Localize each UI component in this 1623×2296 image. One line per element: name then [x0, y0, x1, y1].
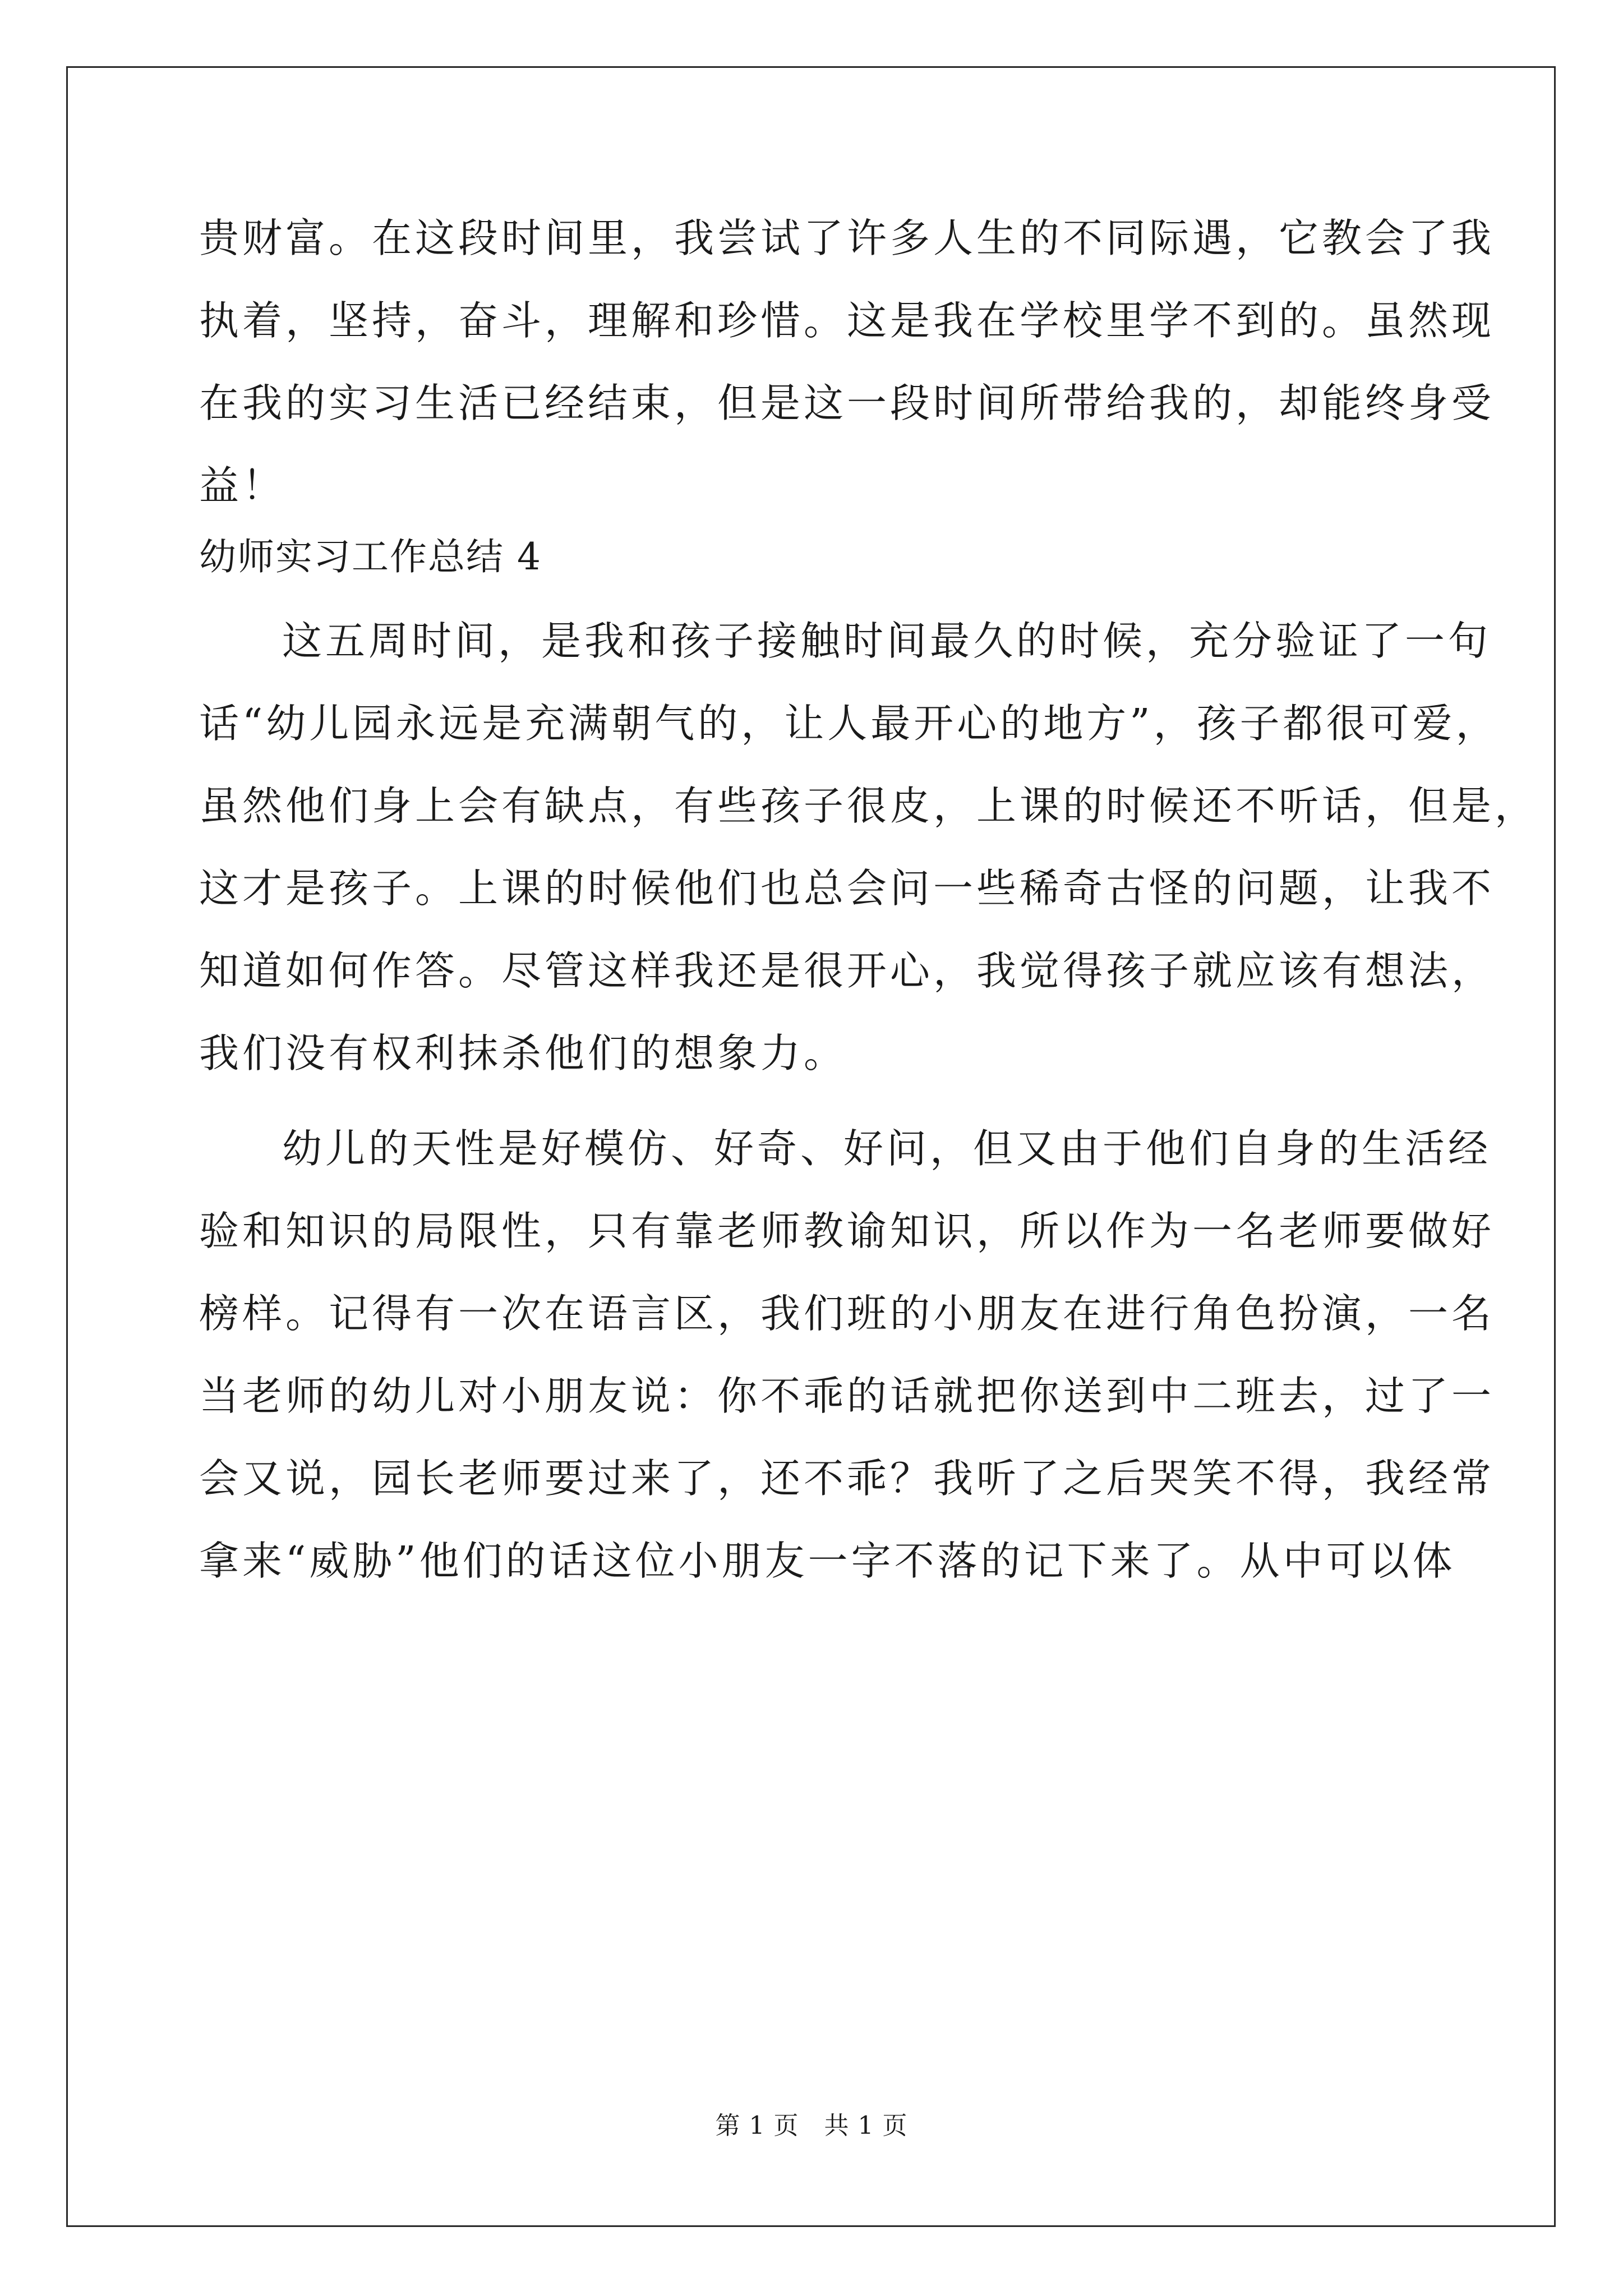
text-line: 执着，坚持，奋斗，理解和珍惜。这是我在学校里学不到的。虽然现 [199, 297, 1495, 344]
text-line: 话“幼儿园永远是充满朝气的，让人最开心的地方”，孩子都很可爱， [199, 700, 1499, 747]
text-line: 当老师的幼儿对小朋友说：你不乖的话就把你送到中二班去，过了一 [199, 1373, 1495, 1419]
text-line: 幼儿的天性是好模仿、好奇、好问，但又由于他们自身的生活经 [282, 1125, 1492, 1172]
text-line: 这才是孩子。上课的时候他们也总会问一些稀奇古怪的问题，让我不 [199, 865, 1495, 912]
text-line: 会又说，园长老师要过来了，还不乖？我听了之后哭笑不得，我经常 [199, 1455, 1495, 1502]
text-line: 知道如何作答。尽管这样我还是很开心，我觉得孩子就应该有想法， [199, 947, 1495, 994]
text-line: 拿来“威胁”他们的话这位小朋友一字不落的记下来了。从中可以体 [199, 1538, 1456, 1584]
text-line: 贵财富。在这段时间里，我尝试了许多人生的不同际遇，它教会了我 [199, 215, 1495, 261]
text-line: 榜样。记得有一次在语言区，我们班的小朋友在进行角色扮演，一名 [199, 1290, 1495, 1337]
page-number: 第 1 页 共 1 页 [715, 2111, 908, 2140]
text-line: 益！ [199, 462, 286, 509]
text-line: 验和知识的局限性，只有靠老师教谕知识，所以作为一名老师要做好 [199, 1208, 1495, 1254]
section-heading: 幼师实习工作总结 4 [199, 535, 542, 578]
text-line: 在我的实习生活已经结束，但是这一段时间所带给我的，却能终身受 [199, 380, 1495, 426]
text-line: 虽然他们身上会有缺点，有些孩子很皮，上课的时候还不听话，但是， [199, 783, 1538, 829]
text-line: 我们没有权利抹杀他们的想象力。 [199, 1030, 847, 1076]
text-line: 这五周时间，是我和孩子接触时间最久的时候，充分验证了一句 [282, 618, 1492, 664]
